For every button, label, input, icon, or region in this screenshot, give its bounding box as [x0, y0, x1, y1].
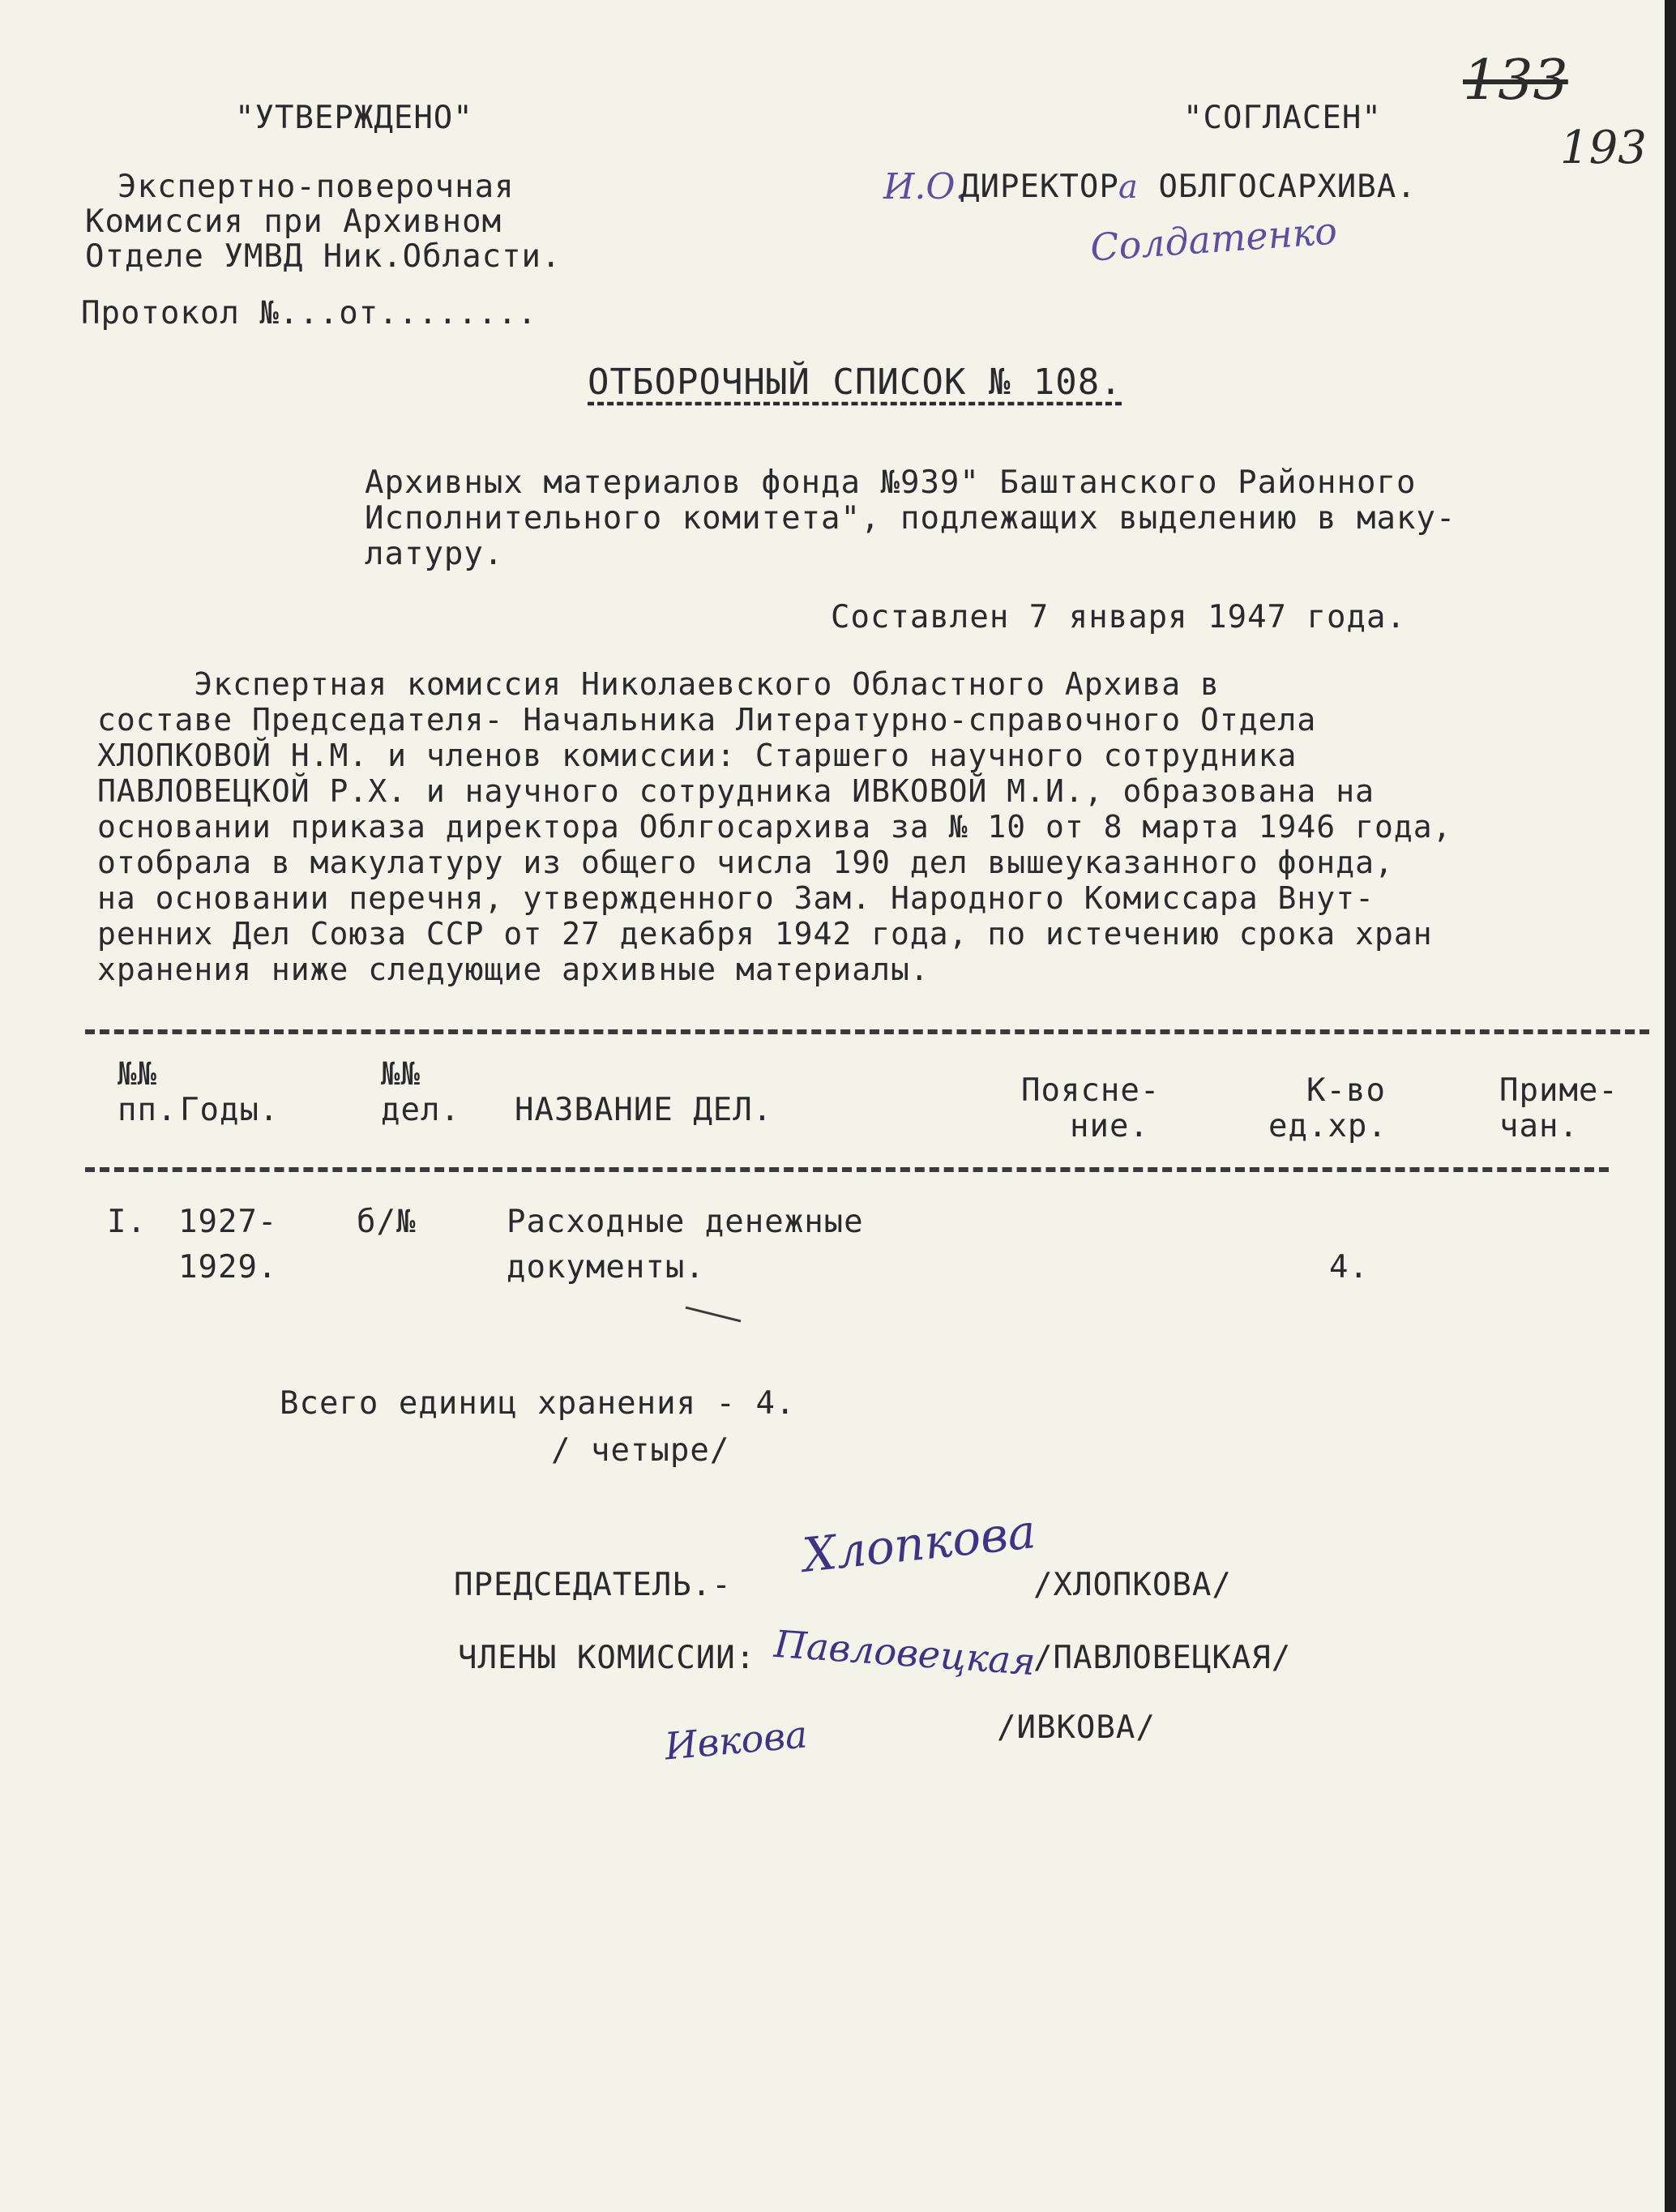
total-words: / четыре/ — [551, 1432, 730, 1469]
document-title: ОТБОРОЧНЫЙ СПИСОК № 108. — [588, 362, 1122, 403]
page-edge — [1665, 0, 1676, 2212]
page-number-struck: 133 — [1463, 49, 1568, 113]
body-line-5: основании приказа директора Облгосархива за № 10 от 8 марта 1946 года, — [97, 809, 1452, 845]
header-case-num-2: дел. — [381, 1092, 460, 1128]
body-line-7: на основании перечня, утвержденного Зам. Народного Комиссара Внут- — [97, 880, 1375, 916]
header-years: Годы. — [180, 1092, 280, 1128]
signature-role-chairman: ПРЕДСЕДАТЕЛЬ.- — [454, 1567, 732, 1603]
signature-name-member-2: /ИВКОВА/ — [997, 1709, 1156, 1746]
composed-date: Составлен 7 января 1947 года. — [831, 599, 1406, 635]
header-explanation-2: ние. — [1070, 1108, 1149, 1145]
agreed-signature: Солдатенко — [1088, 208, 1339, 270]
body-line-6: отобрала в макулатуру из общего числа 190 дел вышеуказанного фонда, — [97, 845, 1394, 880]
signature-member-2: Ивкова — [662, 1712, 810, 1769]
agreed-title: ДИРЕКТОР — [960, 169, 1119, 205]
table-header-rule — [85, 1167, 1609, 1172]
agreed-prefix: И.О. — [883, 166, 967, 208]
body-line-3: ХЛОПКОВОЙ Н.М. и членов комиссии: Старшего научного сотрудника — [97, 738, 1298, 773]
total-line: Всего единиц хранения - 4. — [280, 1385, 796, 1422]
approved-body-line-2: Комиссия при Архивном — [85, 203, 502, 240]
signature-member-1: Павловецкая — [772, 1621, 1037, 1684]
body-line-4: ПАВЛОВЕЦКОЙ Р.Х. и научного сотрудника ИВКОВОЙ М.И., образована на — [97, 773, 1375, 809]
row-years-1: 1927- — [178, 1204, 278, 1240]
row-count: 4. — [1329, 1249, 1369, 1286]
body-line-8: ренних Дел Союза ССР от 27 декабря 1942 года, по истечению срока хран — [97, 916, 1433, 952]
header-num-1: №№ — [118, 1056, 157, 1093]
row-case-num: б/№ — [357, 1204, 417, 1240]
row-years-2: 1929. — [178, 1249, 278, 1286]
body-line-9: хранения ниже следующие архивные материалы. — [97, 952, 930, 987]
header-case-num-1: №№ — [381, 1056, 421, 1093]
subtitle-line-3: латуру. — [365, 536, 504, 572]
header-note-2: чан. — [1499, 1108, 1579, 1145]
header-count-1: К-во — [1306, 1072, 1386, 1109]
table-top-rule — [85, 1029, 1649, 1034]
signature-name-chairman: /ХЛОПКОВА/ — [1033, 1567, 1232, 1603]
header-count-2: ед.хр. — [1268, 1108, 1387, 1145]
subtitle-line-2: Исполнительного комитета", подлежащих выделению в маку- — [365, 500, 1456, 537]
approved-label: "УТВЕРЖДЕНО" — [235, 100, 473, 136]
body-line-2: составе Председателя- Начальника Литературно-справочного Отдела — [97, 702, 1317, 738]
body-line-1: Экспертная комиссия Николаевского Областного Архива в — [97, 666, 1220, 702]
row-num: I. — [107, 1204, 147, 1240]
header-num-2: пп. — [118, 1092, 177, 1128]
protocol-line: Протокол №...от........ — [81, 295, 538, 332]
agreed-title-suffix: а — [1118, 169, 1138, 206]
header-name: НАЗВАНИЕ ДЕЛ. — [515, 1092, 773, 1128]
row-name-1: Расходные денежные — [507, 1204, 864, 1240]
pencil-mark — [686, 1307, 742, 1323]
agreed-label: "СОГЛАСЕН" — [1183, 100, 1382, 136]
approved-body-line-3: Отделе УМВД Ник.Области. — [85, 238, 562, 275]
signature-name-member-1: /ПАВЛОВЕЦКАЯ/ — [1033, 1640, 1292, 1676]
header-explanation-1: Поясне- — [1021, 1072, 1161, 1109]
row-name-2: документы. — [507, 1249, 705, 1286]
agreed-title-rest: ОБЛГОСАРХИВА. — [1139, 169, 1417, 205]
signature-role-members: ЧЛЕНЫ КОМИССИИ: — [458, 1640, 756, 1676]
signature-chairman: Хлопкова — [800, 1504, 1039, 1583]
subtitle-line-1: Архивных материалов фонда №939" Баштанского Районного — [365, 464, 1417, 501]
approved-body-line-1: Экспертно-поверочная — [118, 169, 515, 205]
page-number: 193 — [1560, 122, 1647, 174]
header-note-1: Приме- — [1499, 1072, 1618, 1109]
